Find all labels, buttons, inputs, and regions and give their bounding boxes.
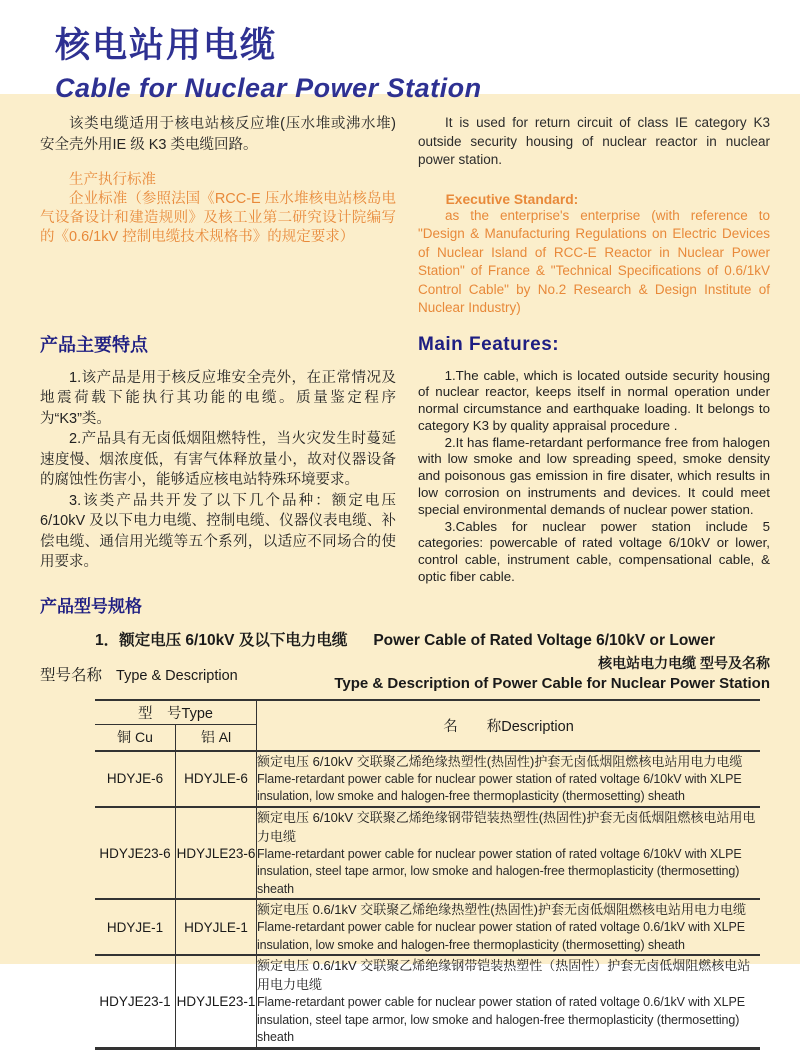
page-header (0, 0, 800, 103)
table-header-type: 型 号Type (95, 700, 257, 725)
intro-column-en (418, 114, 770, 318)
features-title-zh: 产品主要特点 (40, 334, 148, 355)
feature-item-zh: 1.该产品是用于核反应堆安全壳外，在正常情况及地震荷载下能执行其功能的电缆。质量鉴定程序为“K3”类。 (40, 369, 396, 427)
type-al-cell: HDYJLE23-1 (176, 955, 257, 1048)
description-zh: 额定电压 0.6/1kV 交联聚乙烯绝缘热塑性(热固性)护套无卤低烟阻燃核电站用电力电缆 (257, 902, 746, 918)
type-cu-cell: HDYJE23-1 (95, 955, 176, 1048)
spec-table (95, 699, 760, 1050)
type-cu-cell: HDYJE23-6 (95, 807, 176, 900)
type-cu-cell: HDYJE-6 (95, 751, 176, 807)
content-panel (0, 94, 800, 1045)
intro-paragraph-zh: 该类电缆适用于核电站核反应堆(压水堆或沸水堆)安全壳外用IE 级 K3 类电缆回路。 (40, 116, 396, 153)
description-zh: 额定电压 0.6/1kV 交联聚乙烯绝缘钢带铠装热塑性（热固性）护套无卤低烟阻燃核电站用电力电缆 (257, 958, 751, 993)
type-al-cell: HDYJLE23-6 (176, 807, 257, 900)
type-description-label (40, 663, 238, 685)
table-caption (334, 654, 770, 694)
type-al-cell: HDYJLE-6 (176, 751, 257, 807)
page-title: 核电站用电缆 (55, 26, 278, 65)
description-cell (257, 751, 761, 807)
production-standard-body-zh: 企业标准（参照法国《RCC-E 压水堆核电站核岛电气设备设计和建造规则》及核工业第二研究设计院编写的《0.6/1kV 控制电缆技术规格书》的规定要求） (40, 191, 396, 245)
features-column-zh (40, 334, 396, 586)
table-row (95, 751, 760, 807)
features-column-en (418, 334, 770, 586)
executive-standard-body: as the enterprise's enterprise (with reference to "Design & Manufacturing Regulations on Electric Devices of Nuclear Island of RCC-E Reactor in Nuclear Power Station" of France & "Technical Specifications of 0.6/1kV Control Cable" by No.2 Research & Design Institute of Nuclear Industry) (418, 207, 770, 315)
feature-item-en: 1.The cable, which is located outside security housing of nuclear reactor, keeps itself in normal operation under normal circumstance and earthquake loading. It belongs to category K3 by quality appraisal procedure . (418, 367, 770, 433)
table-row (95, 955, 760, 1048)
table-header-description: 名 称Description (257, 700, 761, 751)
feature-item-zh: 3.该类产品共开发了以下几个品种：额定电压 6/10kV 及以下电力电缆、控制电缆、仪器仪表电缆、补偿电缆、通信用光缆等五个系列，以适应不同场合的使用要求。 (40, 492, 396, 570)
production-standard-zh (40, 171, 396, 247)
description-cell (257, 955, 761, 1048)
description-en: Flame-retardant power cable for nuclear power station of rated voltage 6/10kV with XLPE insulation, low smoke and halogen-free thermoplasticity (thermosetting) sheath (257, 771, 742, 804)
table-header-row-type (95, 700, 760, 725)
description-en: Flame-retardant power cable for nuclear power station of rated voltage 0.6/1kV with XLPE insulation, steel tape armor, low smoke and halogen-free thermoplasticity (thermosetting) sheath (257, 995, 745, 1045)
intro-column-zh (40, 114, 396, 318)
table-header-cu: 铜 Cu (95, 724, 176, 751)
description-en: Flame-retardant power cable for nuclear power station of rated voltage 6/10kV with XLPE insulation, steel tape armor, low smoke and halogen-free thermoplasticity (thermosetting) sheath (257, 846, 742, 896)
intro-paragraph-en: It is used for return circuit of class IE category K3 outside security housing of nuclear reactor in nuclear power station. (418, 115, 770, 167)
table-caption-row (40, 654, 770, 694)
table-caption-zh: 核电站电力电缆 型号及名称 (598, 654, 770, 671)
spec-item-title-en: Power Cable of Rated Voltage 6/10kV or Lower (373, 631, 716, 649)
spec-section-title: 产品型号规格 (40, 596, 142, 616)
table-row (95, 899, 760, 955)
feature-item-en: 3.Cables for nuclear power station include 5 categories: powercable of rated voltage 6/10kV or lower, control cable, instrument cable, compensational cable, & optic fiber cable. (418, 518, 770, 585)
features-title-en: Main Features: (418, 333, 560, 355)
table-caption-en: Type & Description of Power Cable for Nuclear Power Station (334, 674, 770, 692)
type-description-label-en: Type & Description (116, 667, 238, 684)
spec-item-heading (40, 628, 770, 650)
description-zh: 额定电压 6/10kV 交联聚乙烯绝缘热塑性(热固性)护套无卤低烟阻燃核电站用电力电缆 (257, 753, 743, 769)
intro-section (40, 114, 770, 318)
production-standard-title-zh: 生产执行标准 (69, 172, 156, 188)
type-al-cell: HDYJLE-1 (176, 899, 257, 955)
feature-item-zh: 2.产品具有无卤低烟阻燃特性，当火灾发生时蔓延速度慢、烟浓度低，有害气体释放量小，故对仪器设备的腐蚀性伤害小，能够适应核电站特殊环境要求。 (40, 431, 396, 488)
spec-item-number-zh: 1．额定电压 6/10kV 及以下电力电缆 (94, 631, 348, 649)
page-subtitle: Cable for Nuclear Power Station (55, 73, 482, 103)
features-section (40, 334, 770, 586)
feature-item-en: 2.It has flame-retardant performance free from halogen with low smoke and low spreading speed, smoke density and poisonous gas emission in fire disater, which results in low corrosion on instruments and devices. It could meet special environmental demands of nuclear power station. (418, 434, 770, 517)
description-zh: 额定电压 6/10kV 交联聚乙烯绝缘钢带铠装热塑性(热固性)护套无卤低烟阻燃核电站用电力电缆 (257, 809, 756, 844)
table-row (95, 807, 760, 900)
type-description-label-zh: 型号名称 (40, 666, 103, 684)
table-header-al: 铝 Al (200, 729, 232, 746)
description-cell (257, 899, 761, 955)
description-en: Flame-retardant power cable for nuclear power station of rated voltage 0.6/1kV with XLPE insulation, low smoke and halogen-free thermoplasticity (thermosetting) sheath (257, 920, 745, 952)
type-cu-cell: HDYJE-1 (95, 899, 176, 955)
executive-standard-title: Executive Standard: (445, 191, 579, 207)
description-cell (257, 807, 761, 900)
